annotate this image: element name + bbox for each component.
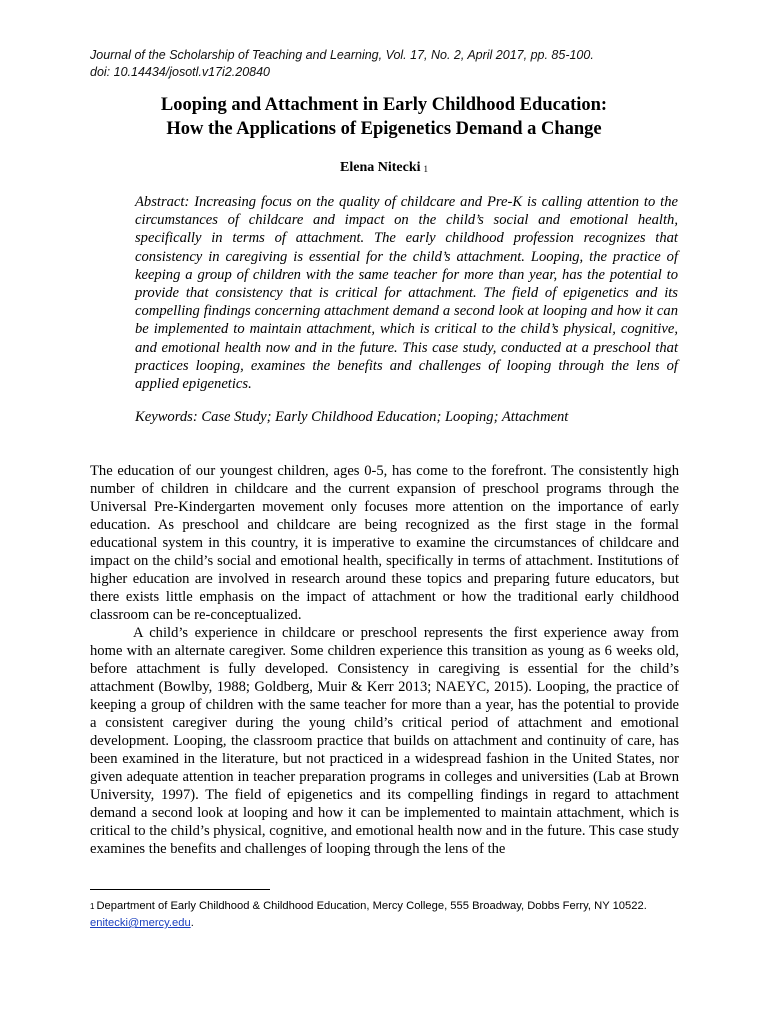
paper-title <box>60 93 708 141</box>
doi: doi: 10.14434/josotl.v17i2.20840 <box>90 65 271 79</box>
journal-header <box>90 47 710 81</box>
footnote-marker: 1 <box>90 902 95 911</box>
author-footnote-marker: 1 <box>423 164 428 174</box>
body-paragraph-1: The education of our youngest children, ages 0-5, has come to the forefront. The consistently high number of children in childcare and the current expansion of preschool programs through the Universal Pre-Kindergarten movement only focuses more attention on the importance of early education. As preschool and childcare are being recognized as the first stage in the formal educational system in this country, it is imperative to examine the circumstances of childcare and impact on the child’s social and emotional health, specifically in terms of attachment. Institutions of higher education are involved in research around these topics and preparing future educators, but there exists little emphasis on the impact of attachment or how the traditional early childhood classroom can be re-conceptualized. <box>90 463 679 623</box>
body-paragraph-2: A child’s experience in childcare or preschool represents the first experience away from home with an alternate caregiver. Some children experience this transition as young as 6 weeks old, before attachment is fully developed. Consistency in caregiving is essential for the child’s attachment (Bowlby, 1988; Goldberg, Muir & Kerr 2013; NAEYC, 2015). Looping, the practice of keeping a group of children with the same teacher for more than a year, has the potential to provide a consistent caregiver during the young child’s critical period of attachment and emotional development. Looping, the classroom practice that builds on attachment and continuity of care, has been examined in the literature, but not practiced in a widespread fashion in the United States, nor given adequate attention in teacher preparation programs in colleges and universities (Lab at Brown University, 1997). The field of epigenetics and its compelling findings in regard to attachment demand a second look at looping and how it can be implemented to maintain attachment, which is critical to the child’s physical, cognitive, and emotional health now and in the future. This case study examines the benefits and challenges of looping through the lens of the <box>90 625 679 857</box>
author-name: Elena Nitecki <box>340 160 421 175</box>
body-text <box>90 462 679 858</box>
footnote-divider <box>90 889 270 890</box>
footnote-affiliation <box>90 898 690 915</box>
footnote-text: Department of Early Childhood & Childhood Education, Mercy College, 555 Broadway, Dobbs Ferry, NY 10522. <box>96 900 647 912</box>
footnote-trailing: . <box>190 917 194 929</box>
title-line-2: How the Applications of Epigenetics Demand a Change <box>166 119 602 139</box>
author-email-link[interactable]: enitecki@mercy.edu <box>90 917 191 929</box>
keywords: Keywords: Case Study; Early Childhood Education; Looping; Attachment <box>135 409 569 425</box>
author <box>60 160 708 176</box>
footnote <box>90 898 690 932</box>
abstract: Abstract: Increasing focus on the quality of childcare and Pre-K is calling attention to the circumstances of childcare and impact on the child’s social and emotional health, specifically in terms of attachment. The early childhood profession recognizes that consistency in caregiving is essential for the child’s attachment. Looping, the practice of keeping a group of children with the same teacher for more than year, has the potential to provide that consistency that is critical for attachment. The field of epigenetics and its compelling findings concerning attachment demand a second look at looping and how it can be implemented to maintain attachment, which is critical to the child’s physical, cognitive, and emotional health now and in the future. This case study, conducted at a preschool that practices looping, examines the benefits and challenges of looping through the lens of applied epigenetics. <box>135 194 678 393</box>
journal-citation: Journal of the Scholarship of Teaching and Learning, Vol. 17, No. 2, April 2017, pp. 85-100. <box>90 48 594 62</box>
title-line-1: Looping and Attachment in Early Childhood Education: <box>160 95 608 115</box>
